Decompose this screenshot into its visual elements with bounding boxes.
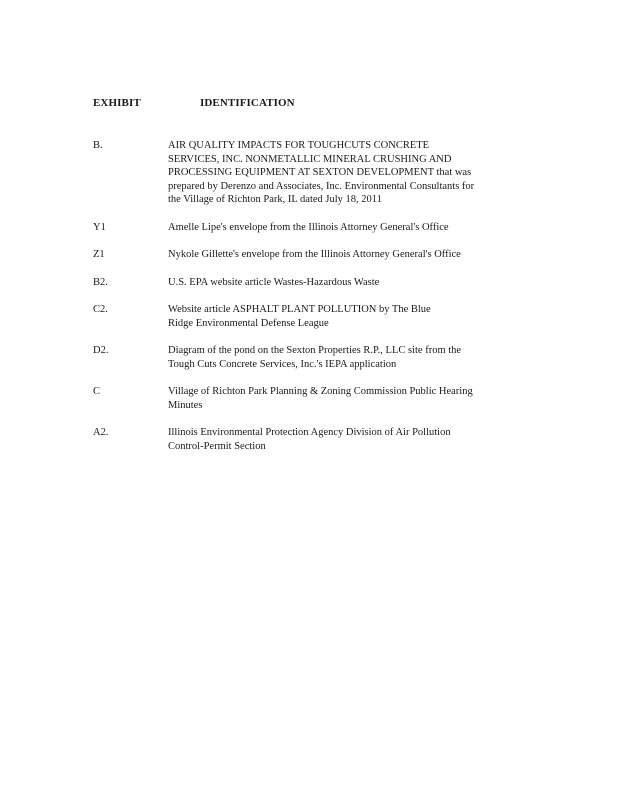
exhibit-entry bbox=[93, 276, 533, 290]
exhibit-id: A2. bbox=[93, 427, 109, 438]
description-line: PROCESSING EQUIPMENT AT SEXTON DEVELOPMENT that was bbox=[168, 167, 472, 178]
exhibit-id: Z1 bbox=[93, 249, 105, 260]
exhibit-id: D2. bbox=[93, 345, 109, 356]
description-line: Tough Cuts Concrete Services, Inc.'s IEPA application bbox=[168, 358, 397, 370]
description-line: Ridge Environmental Defense League bbox=[168, 317, 329, 329]
exhibit-description bbox=[168, 303, 528, 330]
description-line: Illinois Environmental Protection Agency Division of Air Pollution bbox=[168, 427, 451, 438]
description-line: Control-Permit Section bbox=[168, 440, 266, 452]
exhibit-id: Y1 bbox=[93, 221, 106, 233]
exhibit-entry bbox=[93, 344, 533, 371]
exhibit-description bbox=[168, 426, 528, 453]
description-line: Village of Richton Park Planning & Zoning Commission Public Hearing bbox=[168, 386, 473, 397]
exhibit-description bbox=[168, 276, 528, 290]
exhibit-entry bbox=[93, 139, 533, 207]
exhibit-description bbox=[168, 344, 528, 371]
description-line: SERVICES, INC. NONMETALLIC MINERAL CRUSHING AND bbox=[168, 153, 452, 165]
description-line: Diagram of the pond on the Sexton Properties R.P., LLC site from the bbox=[168, 345, 462, 356]
description-line: prepared by Derenzo and Associates, Inc. Environmental Consultants for bbox=[168, 180, 475, 192]
exhibit-description bbox=[168, 248, 528, 262]
exhibit-entry bbox=[93, 248, 533, 262]
description-line: Website article ASPHALT PLANT POLLUTION by The Blue bbox=[168, 304, 431, 315]
description-line: Minutes bbox=[168, 399, 203, 411]
exhibit-list bbox=[93, 139, 533, 453]
identification-column-heading: IDENTIFICATION bbox=[200, 97, 295, 109]
exhibit-table-header bbox=[93, 97, 533, 111]
exhibit-entry bbox=[93, 221, 533, 235]
description-line: AIR QUALITY IMPACTS FOR TOUGHCUTS CONCRETE bbox=[168, 140, 430, 151]
exhibit-entry bbox=[93, 426, 533, 453]
description-line: Nykole Gillette's envelope from the Illinois Attorney General's Office bbox=[168, 249, 461, 260]
description-line: U.S. EPA website article Wastes-Hazardous Waste bbox=[168, 276, 380, 288]
description-line: the Village of Richton Park, IL dated July 18, 2011 bbox=[168, 194, 382, 205]
exhibit-id: B. bbox=[93, 140, 103, 151]
exhibit-description bbox=[168, 385, 528, 412]
exhibit-column-heading: EXHIBIT bbox=[93, 97, 141, 109]
exhibit-entry bbox=[93, 385, 533, 412]
exhibit-description bbox=[168, 139, 528, 207]
exhibit-id: B2. bbox=[93, 276, 108, 288]
exhibit-description bbox=[168, 221, 528, 235]
description-line: Amelle Lipe's envelope from the Illinois Attorney General's Office bbox=[168, 221, 449, 233]
exhibit-entry bbox=[93, 303, 533, 330]
exhibit-id: C2. bbox=[93, 304, 108, 315]
exhibit-id: C bbox=[93, 386, 101, 397]
